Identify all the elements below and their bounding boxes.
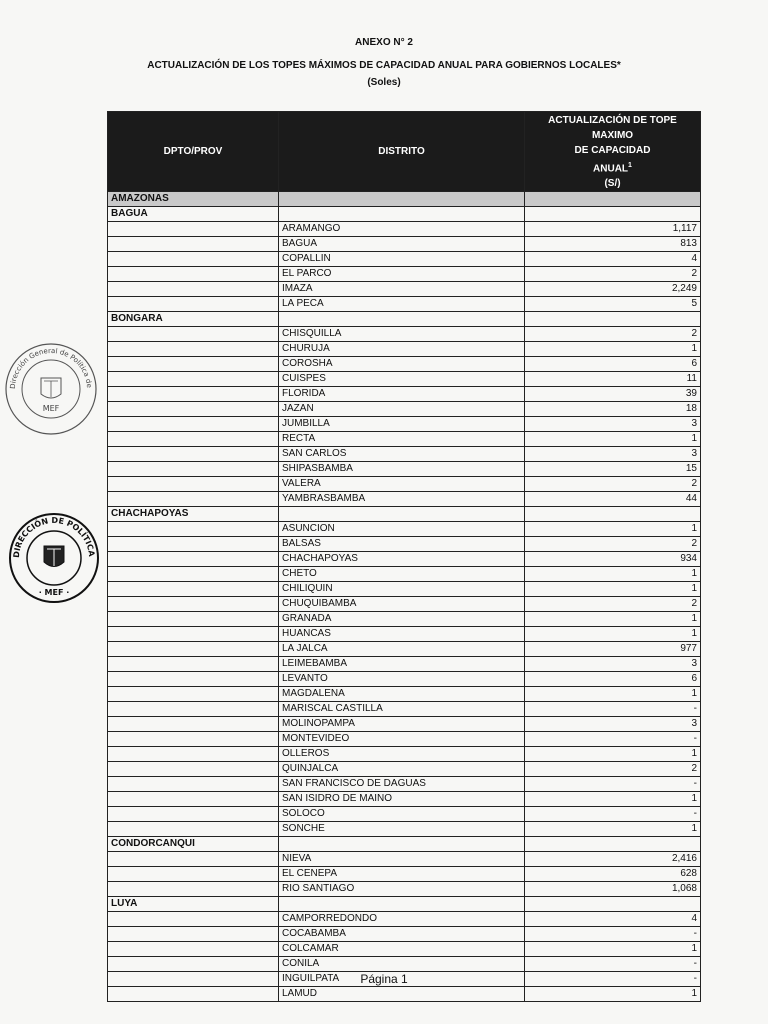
empty-cell xyxy=(108,372,279,387)
table-row xyxy=(108,852,701,867)
province-name: CHACHAPOYAS xyxy=(108,507,279,522)
district-name: COROSHA xyxy=(279,357,525,372)
table-row xyxy=(108,792,701,807)
empty-cell xyxy=(108,477,279,492)
empty-cell xyxy=(108,357,279,372)
empty-cell xyxy=(525,312,701,327)
empty-cell xyxy=(108,402,279,417)
capacity-value: 2,416 xyxy=(525,852,701,867)
district-name: JAZAN xyxy=(279,402,525,417)
capacity-value: 1 xyxy=(525,612,701,627)
table-row xyxy=(108,717,701,732)
table-row xyxy=(108,912,701,927)
empty-cell xyxy=(108,387,279,402)
capacity-value: 3 xyxy=(525,657,701,672)
district-name: SONCHE xyxy=(279,822,525,837)
empty-cell xyxy=(279,312,525,327)
capacity-value: 1,068 xyxy=(525,882,701,897)
svg-text:Dirección General de Política: Dirección General de Política de xyxy=(8,346,94,390)
capacity-value: 15 xyxy=(525,462,701,477)
table-row xyxy=(108,687,701,702)
capacity-table xyxy=(107,111,701,1002)
capacity-value: 1 xyxy=(525,342,701,357)
table-row xyxy=(108,492,701,507)
empty-cell xyxy=(108,717,279,732)
empty-cell xyxy=(108,942,279,957)
empty-cell xyxy=(108,987,279,1002)
empty-cell xyxy=(525,207,701,222)
table-row xyxy=(108,747,701,762)
empty-cell xyxy=(108,222,279,237)
capacity-value: 1 xyxy=(525,432,701,447)
document-subtitle: (Soles) xyxy=(367,77,401,88)
table-row xyxy=(108,642,701,657)
capacity-value: 1 xyxy=(525,987,701,1002)
table-row xyxy=(108,987,701,1002)
capacity-value: 1 xyxy=(525,687,701,702)
district-name: EL CENEPA xyxy=(279,867,525,882)
empty-cell xyxy=(108,657,279,672)
table-row xyxy=(108,327,701,342)
empty-cell xyxy=(108,267,279,282)
district-name: CHISQUILLA xyxy=(279,327,525,342)
empty-cell xyxy=(279,507,525,522)
table-row xyxy=(108,417,701,432)
empty-cell xyxy=(108,582,279,597)
table-row xyxy=(108,267,701,282)
empty-cell xyxy=(108,447,279,462)
empty-cell xyxy=(108,597,279,612)
table-row xyxy=(108,357,701,372)
table-row xyxy=(108,732,701,747)
capacity-value: 1 xyxy=(525,942,701,957)
empty-cell xyxy=(108,237,279,252)
district-name: INGUILPATA xyxy=(279,972,525,987)
province-name: BONGARA xyxy=(108,312,279,327)
district-name: LA JALCA xyxy=(279,642,525,657)
empty-cell xyxy=(108,642,279,657)
empty-cell xyxy=(108,792,279,807)
capacity-value: 44 xyxy=(525,492,701,507)
empty-cell xyxy=(108,492,279,507)
district-name: SAN ISIDRO DE MAINO xyxy=(279,792,525,807)
district-name: CHURUJA xyxy=(279,342,525,357)
header-line-2: DE CAPACIDAD xyxy=(574,145,651,156)
province-row xyxy=(108,207,701,222)
table-row xyxy=(108,537,701,552)
table-row xyxy=(108,402,701,417)
empty-cell xyxy=(525,837,701,852)
document-title: ACTUALIZACIÓN DE LOS TOPES MÁXIMOS DE CAPACIDAD ANUAL PARA GOBIERNOS LOCALES* xyxy=(147,60,621,71)
district-name: CHILIQUIN xyxy=(279,582,525,597)
capacity-value: - xyxy=(525,927,701,942)
empty-cell xyxy=(108,747,279,762)
capacity-value: 39 xyxy=(525,387,701,402)
empty-cell xyxy=(279,837,525,852)
district-name: CONILA xyxy=(279,957,525,972)
table-row xyxy=(108,252,701,267)
table-row xyxy=(108,822,701,837)
province-row xyxy=(108,507,701,522)
district-name: FLORIDA xyxy=(279,387,525,402)
empty-cell xyxy=(108,867,279,882)
header-distrito: DISTRITO xyxy=(279,112,525,192)
district-name: CHUQUIBAMBA xyxy=(279,597,525,612)
empty-cell xyxy=(108,342,279,357)
table-row xyxy=(108,462,701,477)
empty-cell xyxy=(108,252,279,267)
capacity-value: 2 xyxy=(525,597,701,612)
table-row xyxy=(108,522,701,537)
empty-cell xyxy=(108,537,279,552)
table-row xyxy=(108,432,701,447)
header-tope-maximo xyxy=(525,112,701,192)
capacity-value: 1 xyxy=(525,582,701,597)
district-name: MAGDALENA xyxy=(279,687,525,702)
table-row xyxy=(108,612,701,627)
empty-cell xyxy=(525,192,701,207)
district-name: BAGUA xyxy=(279,237,525,252)
district-name: SOLOCO xyxy=(279,807,525,822)
capacity-value: 2 xyxy=(525,537,701,552)
capacity-value: 1 xyxy=(525,792,701,807)
district-name: GRANADA xyxy=(279,612,525,627)
capacity-value: 6 xyxy=(525,357,701,372)
district-name: IMAZA xyxy=(279,282,525,297)
table-row xyxy=(108,477,701,492)
seal-stamp-1 xyxy=(3,342,99,436)
table-row xyxy=(108,552,701,567)
capacity-value: 1 xyxy=(525,567,701,582)
district-name: SHIPASBAMBA xyxy=(279,462,525,477)
capacity-value: 1 xyxy=(525,822,701,837)
district-name: VALERA xyxy=(279,477,525,492)
empty-cell xyxy=(108,327,279,342)
department-name: AMAZONAS xyxy=(108,192,279,207)
table-row xyxy=(108,222,701,237)
capacity-value: 2 xyxy=(525,267,701,282)
capacity-value: 2,249 xyxy=(525,282,701,297)
district-name: SAN CARLOS xyxy=(279,447,525,462)
svg-text:MEF: MEF xyxy=(42,404,60,413)
empty-cell xyxy=(108,702,279,717)
empty-cell xyxy=(108,957,279,972)
empty-cell xyxy=(108,762,279,777)
table-row xyxy=(108,672,701,687)
table-row xyxy=(108,387,701,402)
header-dpto-prov: DPTO/PROV xyxy=(108,112,279,192)
table-row xyxy=(108,447,701,462)
empty-cell xyxy=(279,192,525,207)
capacity-value: 934 xyxy=(525,552,701,567)
capacity-value: - xyxy=(525,807,701,822)
empty-cell xyxy=(108,552,279,567)
district-name: BALSAS xyxy=(279,537,525,552)
empty-cell xyxy=(279,207,525,222)
table-row xyxy=(108,927,701,942)
empty-cell xyxy=(108,522,279,537)
table-row xyxy=(108,342,701,357)
table-row xyxy=(108,942,701,957)
capacity-value: 1 xyxy=(525,747,701,762)
capacity-value: 3 xyxy=(525,717,701,732)
district-name: EL PARCO xyxy=(279,267,525,282)
table-row xyxy=(108,762,701,777)
district-name: COPALLIN xyxy=(279,252,525,267)
empty-cell xyxy=(108,567,279,582)
district-name: COLCAMAR xyxy=(279,942,525,957)
province-row xyxy=(108,837,701,852)
district-name: HUANCAS xyxy=(279,627,525,642)
capacity-value: 5 xyxy=(525,297,701,312)
empty-cell xyxy=(108,417,279,432)
empty-cell xyxy=(108,927,279,942)
table-row xyxy=(108,657,701,672)
empty-cell xyxy=(108,807,279,822)
capacity-value: - xyxy=(525,972,701,987)
district-name: LAMUD xyxy=(279,987,525,1002)
header-line-3: ANUAL xyxy=(593,163,629,175)
district-name: MOLINOPAMPA xyxy=(279,717,525,732)
district-name: LA PECA xyxy=(279,297,525,312)
table-row xyxy=(108,777,701,792)
province-name: LUYA xyxy=(108,897,279,912)
empty-cell xyxy=(108,732,279,747)
province-name: CONDORCANQUI xyxy=(108,837,279,852)
header-line-4: (S/) xyxy=(604,178,621,190)
capacity-value: 813 xyxy=(525,237,701,252)
header-line-1: ACTUALIZACIÓN DE TOPE MAXIMO xyxy=(548,115,677,141)
district-name: LEVANTO xyxy=(279,672,525,687)
table-row xyxy=(108,867,701,882)
capacity-value: 1 xyxy=(525,522,701,537)
district-name: RIO SANTIAGO xyxy=(279,882,525,897)
district-name: YAMBRASBAMBA xyxy=(279,492,525,507)
capacity-value: - xyxy=(525,732,701,747)
district-name: MONTEVIDEO xyxy=(279,732,525,747)
empty-cell xyxy=(525,897,701,912)
empty-cell xyxy=(108,777,279,792)
capacity-value: - xyxy=(525,702,701,717)
empty-cell xyxy=(108,627,279,642)
capacity-value: 2 xyxy=(525,327,701,342)
capacity-value: 6 xyxy=(525,672,701,687)
district-name: CHETO xyxy=(279,567,525,582)
table-row xyxy=(108,597,701,612)
empty-cell xyxy=(108,912,279,927)
table-row xyxy=(108,882,701,897)
empty-cell xyxy=(108,687,279,702)
capacity-value: 1 xyxy=(525,627,701,642)
empty-cell xyxy=(108,672,279,687)
district-name: CAMPORREDONDO xyxy=(279,912,525,927)
table-header-row xyxy=(108,112,701,192)
capacity-value: 11 xyxy=(525,372,701,387)
empty-cell xyxy=(108,822,279,837)
district-name: NIEVA xyxy=(279,852,525,867)
empty-cell xyxy=(108,882,279,897)
capacity-value: 3 xyxy=(525,417,701,432)
empty-cell xyxy=(525,507,701,522)
capacity-value: 18 xyxy=(525,402,701,417)
svg-text:· MEF ·: · MEF · xyxy=(38,588,70,597)
department-row xyxy=(108,192,701,207)
district-name: LEIMEBAMBA xyxy=(279,657,525,672)
empty-cell xyxy=(279,897,525,912)
table-row xyxy=(108,567,701,582)
capacity-value: 628 xyxy=(525,867,701,882)
seal-stamp-2 xyxy=(8,512,100,604)
district-name: CUISPES xyxy=(279,372,525,387)
district-name: ASUNCION xyxy=(279,522,525,537)
table-row xyxy=(108,582,701,597)
annex-number: ANEXO N° 2 xyxy=(355,37,413,48)
table-row xyxy=(108,627,701,642)
district-name: QUINJALCA xyxy=(279,762,525,777)
district-name: SAN FRANCISCO DE DAGUAS xyxy=(279,777,525,792)
district-name: ARAMANGO xyxy=(279,222,525,237)
table-row xyxy=(108,957,701,972)
table-row xyxy=(108,282,701,297)
empty-cell xyxy=(108,297,279,312)
capacity-value: 1,117 xyxy=(525,222,701,237)
page-number: Página 1 xyxy=(360,972,408,986)
capacity-value: 2 xyxy=(525,762,701,777)
capacity-value: - xyxy=(525,957,701,972)
table-row xyxy=(108,702,701,717)
district-name: JUMBILLA xyxy=(279,417,525,432)
empty-cell xyxy=(108,612,279,627)
empty-cell xyxy=(108,432,279,447)
district-name: OLLEROS xyxy=(279,747,525,762)
capacity-value: 4 xyxy=(525,252,701,267)
capacity-value: 3 xyxy=(525,447,701,462)
svg-text:DIRECCIÓN DE POLÍTICA DE INVER: DIRECCIÓN DE POLÍTICA xyxy=(11,515,97,559)
table-row xyxy=(108,372,701,387)
table-row xyxy=(108,807,701,822)
district-name: RECTA xyxy=(279,432,525,447)
table-row xyxy=(108,297,701,312)
capacity-value: 977 xyxy=(525,642,701,657)
empty-cell xyxy=(108,282,279,297)
province-row xyxy=(108,312,701,327)
capacity-value: 4 xyxy=(525,912,701,927)
province-name: BAGUA xyxy=(108,207,279,222)
district-name: COCABAMBA xyxy=(279,927,525,942)
capacity-value: 2 xyxy=(525,477,701,492)
capacity-value: - xyxy=(525,777,701,792)
header-footnote-mark: 1 xyxy=(628,162,632,169)
empty-cell xyxy=(108,462,279,477)
empty-cell xyxy=(108,852,279,867)
province-row xyxy=(108,897,701,912)
district-name: CHACHAPOYAS xyxy=(279,552,525,567)
district-name: MARISCAL CASTILLA xyxy=(279,702,525,717)
table-row xyxy=(108,237,701,252)
